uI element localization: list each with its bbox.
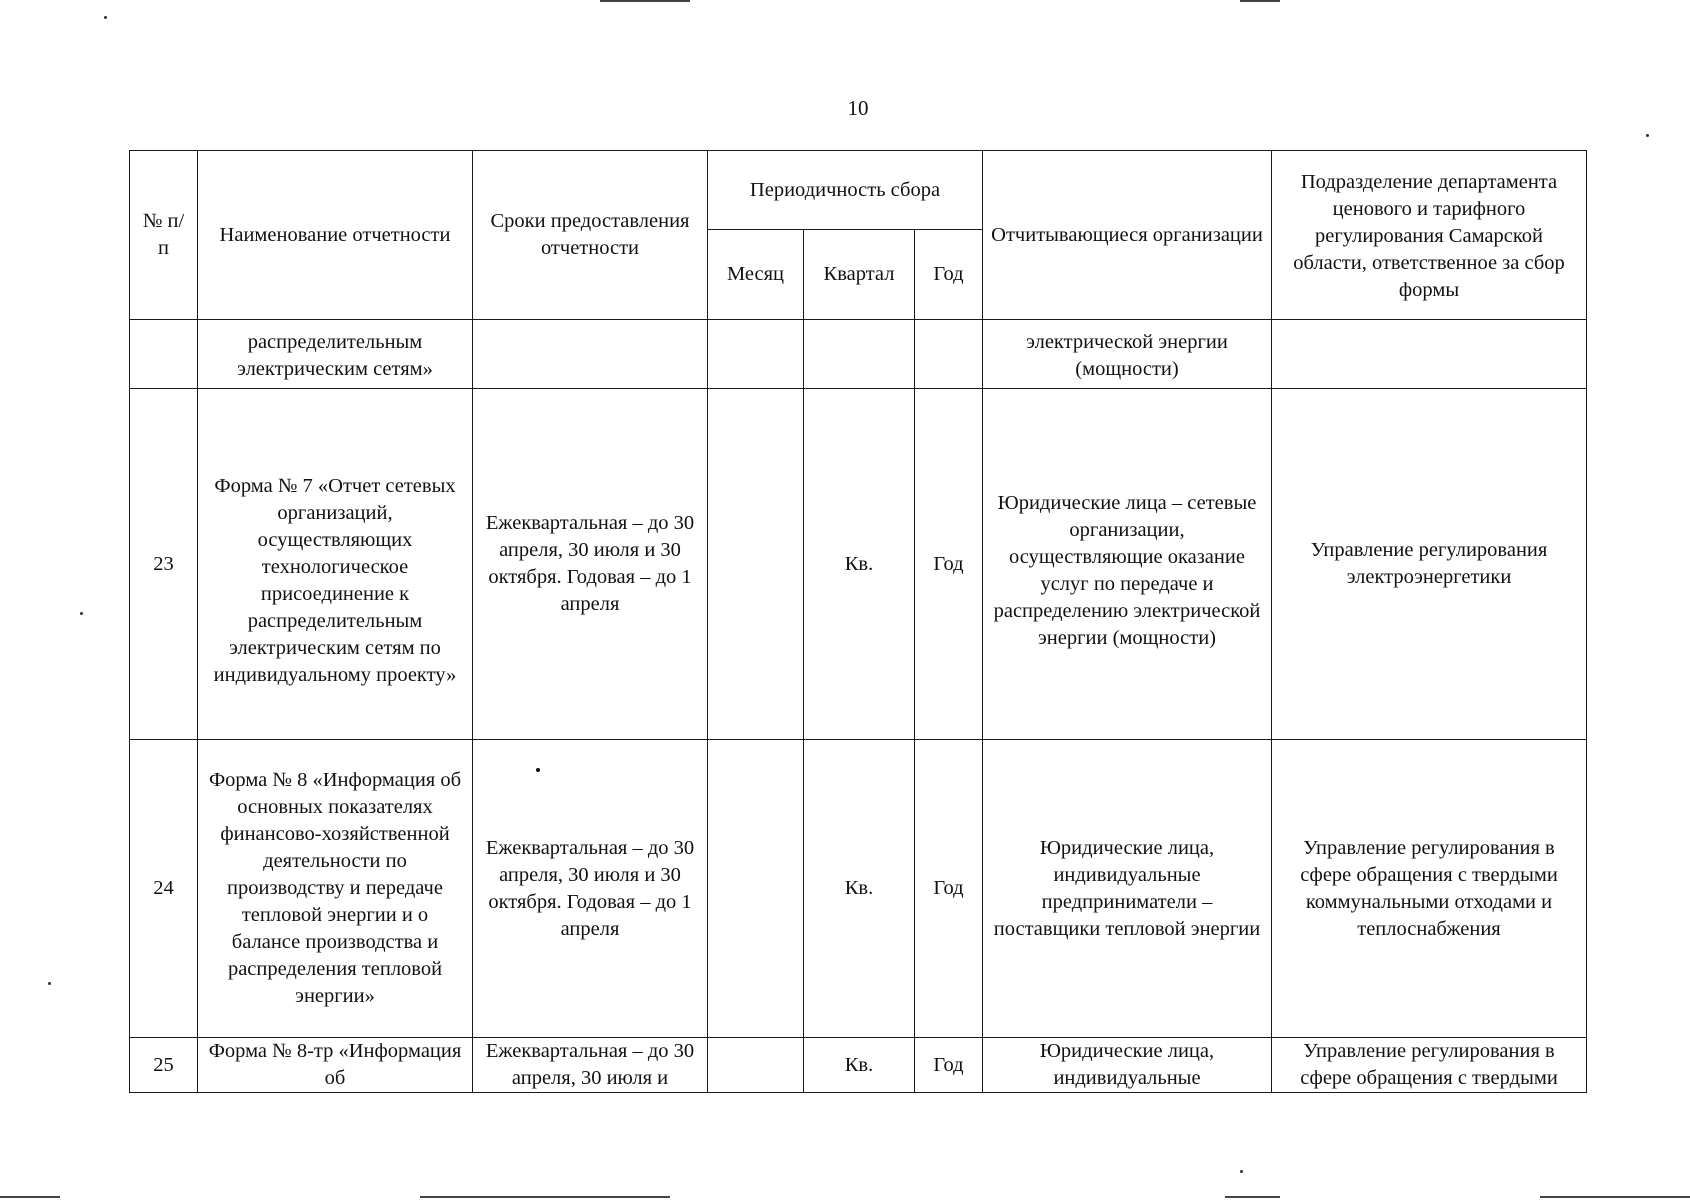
row-dept: Управление регулирования электроэнергетики bbox=[1272, 389, 1587, 740]
row-quarter: Кв. bbox=[804, 1038, 915, 1093]
row-orgs: Юридические лица, индивидуальные bbox=[983, 1038, 1272, 1093]
header-deadline: Сроки предоставления отчетности bbox=[473, 151, 708, 320]
row-name: Форма № 8-тр «Информация об bbox=[198, 1038, 473, 1093]
header-quarter: Квартал bbox=[804, 230, 915, 320]
scan-speck bbox=[104, 16, 107, 19]
scan-speck bbox=[1240, 1170, 1243, 1173]
row-deadline: Ежеквартальная – до 30 апреля, 30 июля и bbox=[473, 1038, 708, 1093]
row-month bbox=[708, 389, 804, 740]
table-header-row bbox=[130, 151, 1587, 230]
table-row bbox=[130, 1038, 1587, 1093]
row-num: 25 bbox=[130, 1038, 198, 1093]
row-dept: Управление регулирования в сфере обращения с твердыми коммунальными отходами и теплоснабжения bbox=[1272, 740, 1587, 1038]
header-orgs: Отчитывающиеся организации bbox=[983, 151, 1272, 320]
row-name: Форма № 7 «Отчет сетевых организаций, осуществляющих технологическое присоединение к распределительным электрическим сетям по индивидуальному проекту» bbox=[198, 389, 473, 740]
row-quarter: Кв. bbox=[804, 389, 915, 740]
row-month bbox=[708, 1038, 804, 1093]
header-name: Наименование отчетности bbox=[198, 151, 473, 320]
row-name: Форма № 8 «Информация об основных показателях финансово-хозяйственной деятельности по производству и передаче тепловой энергии и о балансе производства и распределения тепловой энергии» bbox=[198, 740, 473, 1038]
scan-speck bbox=[1646, 134, 1649, 137]
scan-edge-line bbox=[1240, 0, 1280, 2]
cont-deadline-cell bbox=[473, 320, 708, 389]
scan-speck bbox=[80, 612, 83, 615]
header-num: № п/п bbox=[130, 151, 198, 320]
row-orgs: Юридические лица – сетевые организации, осуществляющие оказание услуг по передаче и распределению электрической энергии (мощности) bbox=[983, 389, 1272, 740]
row-orgs: Юридические лица, индивидуальные предприниматели – поставщики тепловой энергии bbox=[983, 740, 1272, 1038]
row-month bbox=[708, 740, 804, 1038]
row-num: 24 bbox=[130, 740, 198, 1038]
scan-edge-line bbox=[1225, 1196, 1280, 1198]
row-year: Год bbox=[915, 389, 983, 740]
reporting-forms-table bbox=[129, 150, 1587, 1093]
row-quarter: Кв. bbox=[804, 740, 915, 1038]
page-number: 10 bbox=[847, 96, 869, 120]
scan-speck bbox=[48, 982, 51, 985]
row-year: Год bbox=[915, 1038, 983, 1093]
scan-edge-line bbox=[0, 1196, 60, 1198]
header-month: Месяц bbox=[708, 230, 804, 320]
cont-year-cell bbox=[915, 320, 983, 389]
table-row bbox=[130, 389, 1587, 740]
cont-num-cell bbox=[130, 320, 198, 389]
cont-orgs-cell: электрической энергии (мощности) bbox=[983, 320, 1272, 389]
table-row bbox=[130, 740, 1587, 1038]
header-dept: Подразделение департамента ценового и тарифного регулирования Самарской области, ответственное за сбор формы bbox=[1272, 151, 1587, 320]
cont-dept-cell bbox=[1272, 320, 1587, 389]
cont-quarter-cell bbox=[804, 320, 915, 389]
scan-edge-line bbox=[600, 0, 690, 2]
header-periodicity: Периодичность сбора bbox=[708, 151, 983, 230]
row-deadline: Ежеквартальная – до 30 апреля, 30 июля и 30 октября. Годовая – до 1 апреля bbox=[473, 740, 708, 1038]
scan-speck bbox=[536, 768, 540, 772]
continuation-row bbox=[130, 320, 1587, 389]
row-deadline: Ежеквартальная – до 30 апреля, 30 июля и 30 октября. Годовая – до 1 апреля bbox=[473, 389, 708, 740]
scan-edge-line bbox=[420, 1196, 670, 1198]
row-dept: Управление регулирования в сфере обращения с твердыми bbox=[1272, 1038, 1587, 1093]
row-num: 23 bbox=[130, 389, 198, 740]
cont-name-cell: распределительным электрическим сетям» bbox=[198, 320, 473, 389]
row-year: Год bbox=[915, 740, 983, 1038]
header-year: Год bbox=[915, 230, 983, 320]
cont-month-cell bbox=[708, 320, 804, 389]
scan-edge-line bbox=[1540, 1196, 1690, 1198]
